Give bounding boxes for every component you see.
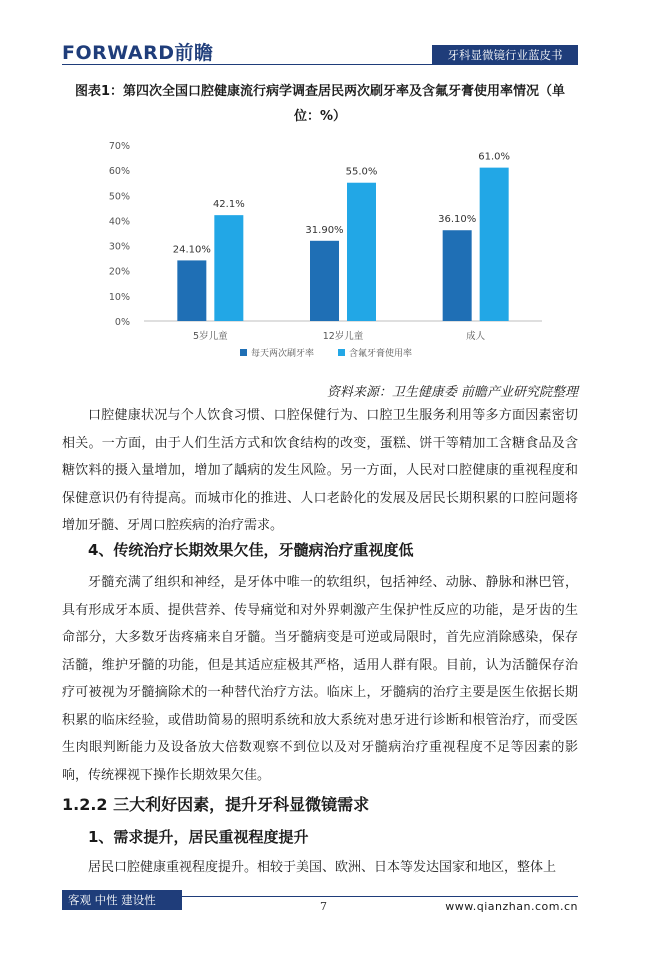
- page-header: [0, 0, 647, 80]
- figure-source: 资料来源：卫生健康委 前瞻产业研究院整理: [326, 385, 578, 400]
- legend-swatch: [338, 349, 345, 356]
- bar-value-label: 61.0%: [478, 151, 511, 163]
- x-category-label: 12岁儿童: [322, 331, 364, 342]
- heading-demand: 1、需求提升，居民重视程度提升: [88, 828, 309, 846]
- y-tick-label: 20%: [108, 266, 130, 278]
- y-tick-label: 60%: [108, 166, 130, 178]
- figure-title: 图表1：第四次全国口腔健康流行病学调查居民两次刷牙率及含氟牙膏使用率情况（单位：%）: [74, 84, 566, 124]
- bar-brushing: [177, 260, 206, 321]
- bar-value-label: 36.10%: [438, 214, 477, 226]
- bar-fluoride: [480, 168, 509, 321]
- bar-value-label: 31.90%: [305, 224, 344, 236]
- forward-logo: [62, 38, 214, 65]
- y-tick-label: 70%: [108, 141, 130, 152]
- bar-brushing: [310, 241, 339, 321]
- section-heading: 1.2.2 三大利好因素，提升牙科显微镜需求: [62, 795, 370, 814]
- paragraph-pulp: 牙髓充满了组织和神经，是牙体中唯一的软组织，包括神经、动脉、静脉和淋巴管，具有形成牙本质、提供营养、传导痛觉和对外界刺激产生保护性反应的功能，是牙齿的生命部分，大多数牙齿疼痛来自牙髓。当牙髓病变是可逆或局限时，首先应消除感染，保存活髓，维护牙髓的功能，但是其适应症极其严格，适用人群有限。目前，认为活髓保存治疗可被视为牙髓摘除术的一种替代治疗方法。临床上，牙髓病的治疗主要是医生依据长期积累的临床经验，或借助简易的照明系统和放大系统对患牙进行诊断和根管治疗，而受医生肉眼判断能力及设备放大倍数观察不到位以及对牙髓病治疗重视程度不足等因素的影响，传统裸视下操作长期效果欠佳。: [62, 575, 578, 783]
- bar-fluoride: [214, 215, 243, 321]
- legend-label: 含氟牙膏使用率: [349, 349, 413, 359]
- x-category-label: 成人: [466, 331, 486, 342]
- y-tick-label: 30%: [108, 241, 130, 253]
- logo-text: FORWARD: [62, 42, 175, 64]
- heading-pulp-treatment: 4、传统治疗长期效果欠佳，牙髓病治疗重视度低: [88, 541, 414, 559]
- bar-value-label: 55.0%: [345, 166, 378, 178]
- website-url: www.qianzhan.com.cn: [445, 900, 578, 913]
- footer-slogan: 客观 中性 建设性: [62, 890, 182, 910]
- bar-fluoride: [347, 183, 376, 321]
- report-title-badge: 牙科显微镜行业蓝皮书: [432, 45, 578, 65]
- x-category-label: 5岁儿童: [193, 331, 228, 342]
- bar-value-label: 42.1%: [212, 199, 245, 211]
- bar-value-label: 24.10%: [172, 244, 211, 256]
- logo-cn-text: 前瞻: [174, 42, 214, 64]
- y-tick-label: 10%: [108, 291, 130, 303]
- paragraph-demand: 居民口腔健康重视程度提升。相较于美国、欧洲、日本等发达国家和地区，整体上: [88, 860, 557, 875]
- y-tick-label: 50%: [108, 191, 130, 203]
- page-number: 7: [320, 900, 327, 913]
- paragraph-oral-health: 口腔健康状况与个人饮食习惯、口腔保健行为、口腔卫生服务利用等多方面因素密切相关。一方面，由于人们生活方式和饮食结构的改变，蛋糕、饼干等精加工含糖食品及含糖饮料的摄入量增加，增加了龋病的发生风险。另一方面，人民对口腔健康的重视程度和保健意识仍有待提高。而城市化的推进、人口老龄化的发展及居民长期积累的口腔问题将增加牙髓、牙周口腔疾病的治疗需求。: [62, 408, 578, 533]
- legend-swatch: [240, 349, 247, 356]
- bar-brushing: [443, 230, 472, 321]
- header-divider: [62, 64, 578, 65]
- y-tick-label: 0%: [114, 317, 130, 328]
- y-tick-label: 40%: [108, 216, 130, 228]
- bar-chart: [62, 128, 578, 376]
- legend-label: 每天两次刷牙率: [251, 349, 315, 359]
